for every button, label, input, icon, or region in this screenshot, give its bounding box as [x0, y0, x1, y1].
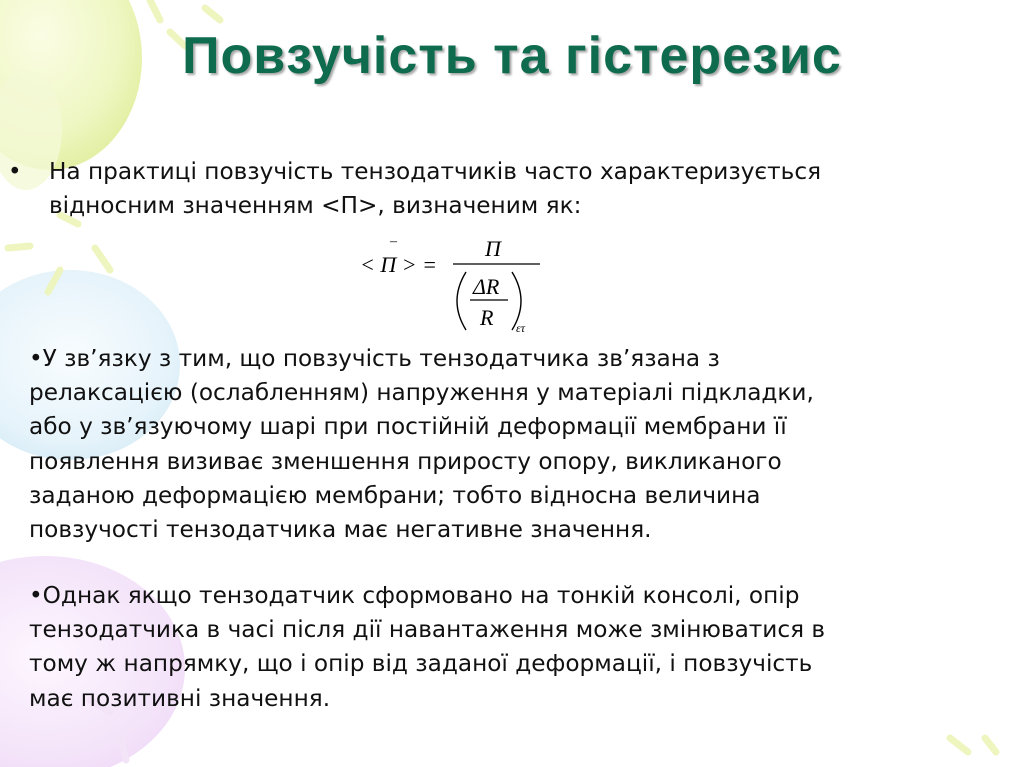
formula-left-paren [457, 272, 466, 330]
paragraph-line: повзучості тензодатчика має негативне значення. [29, 516, 652, 544]
paragraph-console [29, 579, 825, 716]
paragraph-line: має позитивні значення. [29, 684, 331, 712]
paragraph-line: тому ж напрямку, що і опір від заданої деформації, і повзучість [29, 650, 813, 678]
paragraph-line: релаксацією (ослабленням) напруження у матеріалі підкладки, [29, 379, 814, 407]
paragraph-line: заданою деформацією мембрани; тобто відносна величина [29, 481, 761, 509]
intro-line: На практиці повзучість тензодатчиків часто характеризується [49, 158, 822, 185]
formula-numerator: П [485, 236, 501, 261]
bullet-icon: • [8, 159, 22, 185]
paragraph-line: •У зв’язку з тим, що повзучість тензодатчика зв’язана з [29, 345, 720, 372]
formula-overbar: – [390, 234, 397, 249]
paragraph-relaxation [29, 342, 814, 547]
formula-lhs: < П > = [360, 252, 437, 277]
creep-formula [360, 232, 560, 342]
paragraph-line: тензодатчика в часі після дії навантаження може змінюватися в [29, 616, 826, 644]
formula-subscript: ετ [516, 321, 526, 335]
paragraph-line: або у зв’язуючому шарі при постійній деформації мембрани її [29, 413, 787, 441]
intro-line: відносним значенням <П>, визначеним як: [49, 192, 582, 219]
formula-inner-numerator: ΔR [473, 274, 500, 299]
paragraph-line: появлення визиває зменшення приросту опору, викликаного [29, 447, 782, 475]
paragraph-line: •Однак якщо тензодатчик сформовано на тонкій консолі, опір [29, 582, 800, 609]
slide-title: Повзучість та гістерезис [182, 27, 842, 85]
intro-paragraph [49, 155, 821, 223]
formula-inner-denominator: R [480, 305, 494, 330]
